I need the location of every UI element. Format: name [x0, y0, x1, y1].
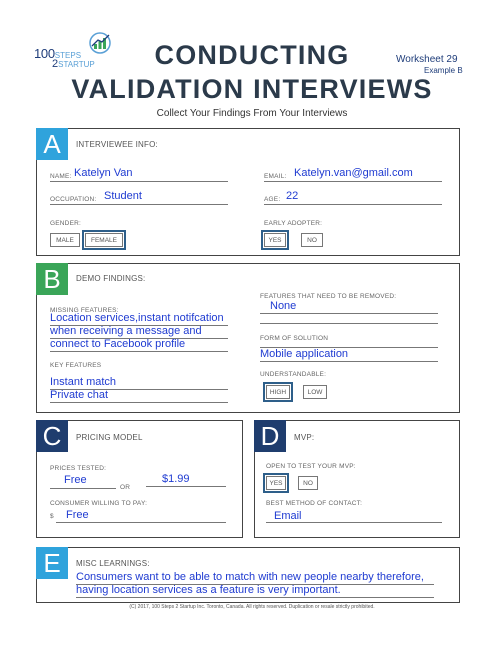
page-title-line2: VALIDATION INTERVIEWS — [71, 74, 433, 104]
willing-to-pay-label: CONSUMER WILLING TO PAY: — [50, 500, 148, 507]
understandable-high-option[interactable]: HIGH — [266, 385, 290, 399]
features-remove-field[interactable]: None — [270, 300, 297, 312]
form-of-solution-label: FORM OF SOLUTION — [260, 335, 329, 342]
understandable-label: UNDERSTANDABLE: — [260, 371, 327, 378]
section-b-title: DEMO FINDINGS: — [76, 274, 146, 283]
missing-features-label: MISSING FEATURES: — [50, 307, 119, 314]
occupation-label: OCCUPATION: — [50, 196, 97, 203]
key-feature-2[interactable]: Private chat — [50, 389, 109, 401]
contact-underline — [266, 522, 442, 523]
solution-underline-2 — [260, 361, 438, 362]
early-adopter-label: EARLY ADOPTER: — [264, 220, 323, 227]
section-c-badge: C — [36, 420, 68, 452]
price-tested-2[interactable]: $1.99 — [162, 473, 190, 485]
features-remove-label: FEATURES THAT NEED TO BE REMOVED: — [260, 293, 397, 300]
gender-label: GENDER: — [50, 220, 82, 227]
form-of-solution-field[interactable]: Mobile application — [260, 348, 349, 360]
worksheet-number: Worksheet 29 — [396, 54, 458, 65]
gender-male-option[interactable]: MALE — [50, 233, 80, 247]
age-label: AGE: — [264, 196, 281, 203]
price-or-text: OR — [120, 484, 131, 491]
logo-number: 100 — [34, 46, 55, 61]
missing-features-line-3[interactable]: connect to Facebook profile — [50, 338, 186, 350]
key-features-label: KEY FEATURES — [50, 362, 102, 369]
remove-underline-1 — [260, 313, 438, 314]
name-field[interactable]: Katelyn Van — [74, 167, 133, 179]
age-field[interactable]: 22 — [286, 190, 299, 202]
gender-female-option[interactable]: FEMALE — [85, 233, 123, 247]
email-underline — [264, 181, 442, 182]
key-feature-1[interactable]: Instant match — [50, 376, 117, 388]
worksheet-example: Example B — [424, 66, 463, 75]
missing-features-line-1[interactable]: Location services,instant notifcation — [50, 312, 224, 324]
age-underline — [264, 204, 442, 205]
price1-underline — [50, 488, 116, 489]
section-d-badge: D — [254, 420, 286, 452]
logo-startup: STARTUP — [58, 60, 95, 69]
contact-method-field[interactable]: Email — [274, 510, 302, 522]
section-b-badge: B — [36, 263, 68, 295]
page-subtitle: Collect Your Findings From Your Interviews — [156, 108, 348, 119]
email-field[interactable]: Katelyn.van@gmail.com — [294, 167, 413, 179]
willing-to-pay-field[interactable]: Free — [66, 509, 89, 521]
open-to-test-no-option[interactable]: NO — [298, 476, 318, 490]
section-c-title: PRICING MODEL — [76, 433, 143, 442]
name-label: NAME: — [50, 173, 72, 180]
currency-symbol: $ — [50, 513, 54, 520]
open-to-test-label: OPEN TO TEST YOUR MVP: — [266, 463, 356, 470]
email-label: EMAIL: — [264, 173, 287, 180]
section-e-badge: E — [36, 547, 68, 579]
price2-underline — [146, 486, 226, 487]
contact-method-label: BEST METHOD OF CONTACT: — [266, 500, 363, 507]
page-title-line1: CONDUCTING — [154, 40, 350, 70]
section-a-badge: A — [36, 128, 68, 160]
section-a-title: INTERVIEWEE INFO: — [76, 140, 158, 149]
occupation-field[interactable]: Student — [104, 190, 142, 202]
early-adopter-yes-option[interactable]: YES — [264, 233, 286, 247]
section-e-title: MISC LEARNINGS: — [76, 559, 150, 568]
occupation-underline — [50, 204, 228, 205]
section-d-title: MVP: — [294, 433, 315, 442]
price-tested-1[interactable]: Free — [64, 474, 87, 486]
misc-underline-2 — [76, 597, 434, 598]
willing-underline — [56, 522, 226, 523]
understandable-low-option[interactable]: LOW — [303, 385, 327, 399]
prices-tested-label: PRICES TESTED: — [50, 465, 107, 472]
misc-learnings-line-1[interactable]: Consumers want to be able to match with new people nearby therefore, — [76, 571, 424, 583]
logo-two: 2 — [52, 58, 59, 70]
missing-underline-3 — [50, 351, 228, 352]
name-underline — [50, 181, 228, 182]
early-adopter-no-option[interactable]: NO — [301, 233, 323, 247]
remove-underline-2 — [260, 323, 438, 324]
key-underline-2 — [50, 402, 228, 403]
missing-features-line-2[interactable]: when receiving a message and — [50, 325, 202, 337]
misc-learnings-line-2[interactable]: having location services as a feature is very important. — [76, 584, 341, 596]
logo-steps: STEPS — [54, 51, 82, 60]
open-to-test-yes-option[interactable]: YES — [266, 476, 286, 490]
copyright-footer: (C) 2017, 100 Steps 2 Startup Inc. Toronto, Canada. All rights reserved. Duplication or resale strictly prohibited. — [129, 604, 375, 610]
